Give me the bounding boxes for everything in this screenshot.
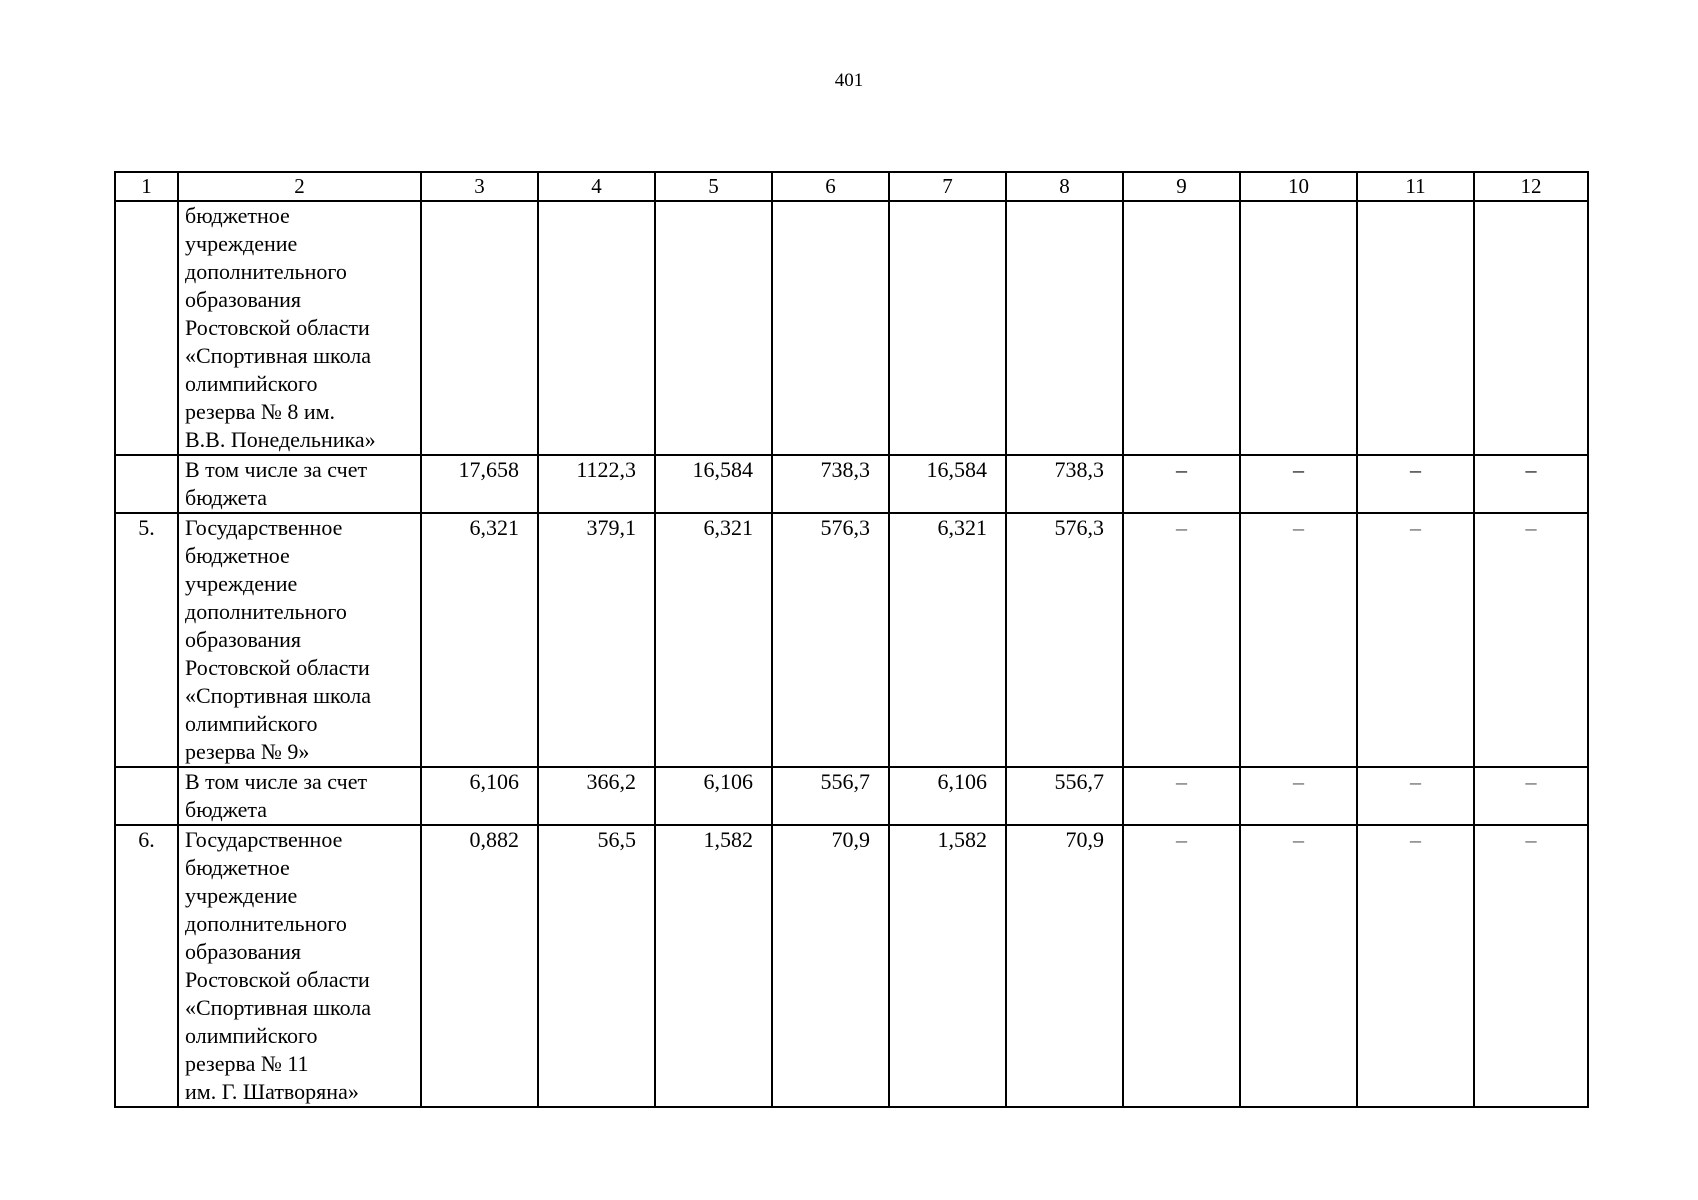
value-cell: 556,7 [1006, 767, 1123, 825]
value-cell [1123, 201, 1240, 455]
value-cell: 16,584 [889, 455, 1006, 513]
value-cell: – [1474, 455, 1588, 513]
institution-name: Государственное бюджетное учреждение дополнительного образования Ростовской области «Спортивная школа олимпийского резерва № 11 им. Г. Шатворяна» [178, 825, 421, 1107]
value-cell: 1,582 [889, 825, 1006, 1107]
value-cell [1357, 201, 1474, 455]
value-cell: 1122,3 [538, 455, 655, 513]
value-cell: 366,2 [538, 767, 655, 825]
row-number: 6. [115, 825, 178, 1107]
value-cell: – [1123, 825, 1240, 1107]
value-cell: 56,5 [538, 825, 655, 1107]
value-cell: 576,3 [772, 513, 889, 767]
column-header: 5 [655, 172, 772, 201]
value-cell: 6,106 [421, 767, 538, 825]
column-header: 12 [1474, 172, 1588, 201]
row-number [115, 767, 178, 825]
row-number [115, 201, 178, 455]
value-cell [889, 201, 1006, 455]
value-cell: 0,882 [421, 825, 538, 1107]
column-header: 3 [421, 172, 538, 201]
value-cell: – [1474, 825, 1588, 1107]
value-cell: – [1123, 455, 1240, 513]
value-cell: 16,584 [655, 455, 772, 513]
value-cell: 6,321 [655, 513, 772, 767]
table-body [115, 172, 1588, 1107]
value-cell: – [1357, 767, 1474, 825]
value-cell: – [1240, 455, 1357, 513]
value-cell: – [1357, 455, 1474, 513]
column-header: 4 [538, 172, 655, 201]
institution-name: В том числе за счет бюджета [178, 455, 421, 513]
value-cell: – [1240, 513, 1357, 767]
value-cell: – [1123, 767, 1240, 825]
table-row [115, 513, 1588, 767]
value-cell: 70,9 [772, 825, 889, 1107]
value-cell: 576,3 [1006, 513, 1123, 767]
value-cell: – [1357, 513, 1474, 767]
column-header: 11 [1357, 172, 1474, 201]
value-cell [772, 201, 889, 455]
value-cell: 6,321 [889, 513, 1006, 767]
column-header: 9 [1123, 172, 1240, 201]
header-row [115, 172, 1588, 201]
value-cell: – [1474, 513, 1588, 767]
value-cell: 17,658 [421, 455, 538, 513]
value-cell: 6,106 [889, 767, 1006, 825]
value-cell: 70,9 [1006, 825, 1123, 1107]
value-cell: 6,106 [655, 767, 772, 825]
column-header: 8 [1006, 172, 1123, 201]
value-cell: 1,582 [655, 825, 772, 1107]
table-row [115, 767, 1588, 825]
institution-name: Государственное бюджетное учреждение дополнительного образования Ростовской области «Спортивная школа олимпийского резерва № 9» [178, 513, 421, 767]
value-cell: 738,3 [772, 455, 889, 513]
value-cell: 738,3 [1006, 455, 1123, 513]
column-header: 6 [772, 172, 889, 201]
value-cell: – [1474, 767, 1588, 825]
value-cell [655, 201, 772, 455]
institution-name: бюджетное учреждение дополнительного образования Ростовской области «Спортивная школа олимпийского резерва № 8 им. В.В. Понедельника» [178, 201, 421, 455]
value-cell: 379,1 [538, 513, 655, 767]
column-header: 7 [889, 172, 1006, 201]
table-row [115, 201, 1588, 455]
value-cell [1474, 201, 1588, 455]
value-cell: 6,321 [421, 513, 538, 767]
value-cell [1240, 201, 1357, 455]
value-cell: 556,7 [772, 767, 889, 825]
page-number: 401 [834, 70, 864, 91]
value-cell [1006, 201, 1123, 455]
column-header: 2 [178, 172, 421, 201]
value-cell [538, 201, 655, 455]
column-header: 10 [1240, 172, 1357, 201]
value-cell: – [1240, 825, 1357, 1107]
row-number [115, 455, 178, 513]
institution-name: В том числе за счет бюджета [178, 767, 421, 825]
row-number: 5. [115, 513, 178, 767]
budget-table [114, 171, 1589, 1108]
column-header: 1 [115, 172, 178, 201]
value-cell: – [1240, 767, 1357, 825]
value-cell: – [1357, 825, 1474, 1107]
table-row [115, 455, 1588, 513]
value-cell: – [1123, 513, 1240, 767]
value-cell [421, 201, 538, 455]
table-row [115, 825, 1588, 1107]
